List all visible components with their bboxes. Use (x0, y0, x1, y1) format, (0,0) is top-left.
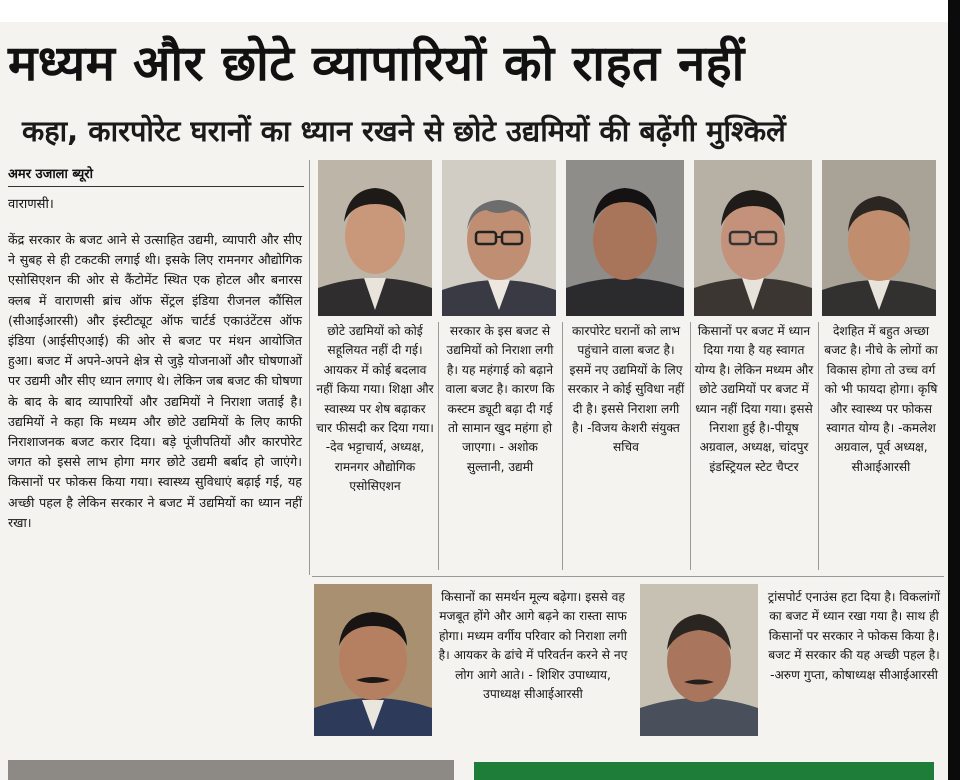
column-divider (818, 322, 819, 570)
person-portrait-icon (566, 160, 684, 316)
column-divider (690, 322, 691, 570)
portrait-photo-4 (694, 160, 812, 316)
quote-caption-4: किसानों पर बजट में ध्यान दिया गया है यह स्वागत योग्य है। लेकिन मध्यम और छोटे उद्यमियों पर बजट में ध्यान नहीं दिया गया। इससे निराशा हुई है।-पीयूष अग्रवाल, अध्यक्ष, चांदपुर इंडस्ट्रियल स्टेट चैप्टर (694, 324, 814, 474)
portrait-photo-3 (566, 160, 684, 316)
byline-divider (8, 186, 304, 187)
portrait-photo-6 (314, 584, 432, 736)
headline: मध्यम और छोटे व्यापारियों को राहत नहीं (8, 35, 745, 92)
article-body: केंद्र सरकार के बजट आने से उत्साहित उद्यमी, व्यापारी और सीए ने सुबह से ही टकटकी लगाई थी। इसके लिए रामनगर औद्योगिक एसोसिएशन की ओर से कैंटोमेंट स्थित एक होटल और बनारस क्लब में वाराणसी ब्रांच ऑफ सेंट्रल इंडिया रीजनल कौंसिल (सीआईआरसी) और इंस्टीट्यूट ऑफ चार्टर्ड एकाउंटेंटस ऑफ इंडिया (आईसीएआई) की ओर से बजट पर मंथन आयोजित हुआ। बजट में अपने-अपने क्षेत्र से जुड़े योजनाओं और घोषणाओं पर उद्यमी और सीए ध्यान लगाए थे। लेकिन जब बजट की घोषणा के बाद के बाद व्यापारियों और उद्यमियों ने निराशा जताई है। उद्यमियों ने कहा कि मध्यम और छोटे उद्यमियों के लिए काफी निराशाजनक बजट करार दिया। बड़े पूंजीपतियों और कारपोरेट जगत को इससे लाभ होगा मगर छोटे उद्यमी बर्बाद हो जाएंगे। किसानों पर फोकस किया गया। स्वास्थ्य सुविधाएं बढ़ाई गई, यह अच्छी पहल है लेकिन सरकार ने बजट में उद्यमियों का ध्यान नहीं रखा। (8, 232, 302, 530)
person-portrait-icon (314, 584, 432, 736)
quote-caption-1: छोटे उद्यमियों को कोई सहूलियत नहीं दी गई। आयकर में कोई बदलाव नहीं किया गया। शिक्षा और स्वास्थ्य पर शेष बढ़ाकर चार फीसदी कर दिया गया। -देव भट्टाचार्य, अध्यक्ष, रामनगर औद्योगिक एसोसिएशन (316, 324, 434, 494)
quote-caption-7: ट्रांसपोर्ट एनाउंस हटा दिया है। विकलांगों का बजट में ध्यान रखा गया है। साथ ही किसानों पर सरकार ने फोकस किया है। बजट में सरकार की यह अच्छी पहल है। -अरुण गुप्ता, कोषाध्यक्ष सीआईआरसी (767, 590, 941, 682)
person-portrait-icon (694, 160, 812, 316)
section-divider (312, 576, 944, 577)
scan-edge (948, 0, 960, 780)
portrait-photo-2 (442, 160, 556, 316)
byline: अमर उजाला ब्यूरो (8, 167, 93, 182)
portrait-photo-1 (318, 160, 432, 316)
portrait-photo-5 (822, 160, 936, 316)
quote-caption-6: किसानों का समर्थन मूल्य बढ़ेगा। इससे वह मजबूत होंगे और आगे बढ़ने का रास्ता साफ होगा। मध्यम वर्गीय परिवार को निराशा लगी है। आयकर के ढांचे में परिवर्तन करने से नए लोग आगे आते। - शिशिर उपाध्याय, उपाध्यक्ष सीआईआरसी (438, 590, 628, 702)
next-article-image-strip (8, 760, 454, 780)
person-portrait-icon (822, 160, 936, 316)
quote-caption-5: देशहित में बहुत अच्छा बजट है। नीचे के लोगों का विकास होगा तो उच्च वर्ग को भी फायदा होगा। कृषि और स्वास्थ्य पर फोकस स्वागत योग्य है। -कमलेश अग्रवाल, पूर्व अध्यक्ष, सीआईआरसी (824, 324, 938, 474)
column-divider (309, 160, 310, 575)
person-portrait-icon (318, 160, 432, 316)
person-portrait-icon (442, 160, 556, 316)
green-advertisement-strip (474, 762, 934, 780)
column-divider (438, 322, 439, 570)
top-strip (0, 0, 948, 22)
quote-caption-3: कारपोरेट घरानों को लाभ पहुंचाने वाला बजट है। इसमें नए उद्यमियों के लिए सरकार ने कोई सुविधा नहीं दी है। इससे निराशा लगी है। -विजय केशरी संयुक्त सचिव (567, 324, 685, 455)
portrait-photo-7 (640, 584, 758, 736)
quote-caption-2: सरकार के इस बजट से उद्यमियों को निराशा लगी है। यह महंगाई को बढ़ाने वाला बजट है। कारण कि कस्टम ड्यूटी बढ़ा दी गई तो सामान खुद महंगा हो जाएगा। - अशोक सुल्तानी, उद्यमी (445, 324, 555, 474)
column-divider (562, 322, 563, 570)
person-portrait-icon (640, 584, 758, 736)
dateline: वाराणसी। (8, 197, 54, 212)
subheadline: कहा, कारपोरेट घरानों का ध्यान रखने से छोटे उद्यमियों की बढ़ेंगी मुश्किलें (22, 114, 786, 148)
